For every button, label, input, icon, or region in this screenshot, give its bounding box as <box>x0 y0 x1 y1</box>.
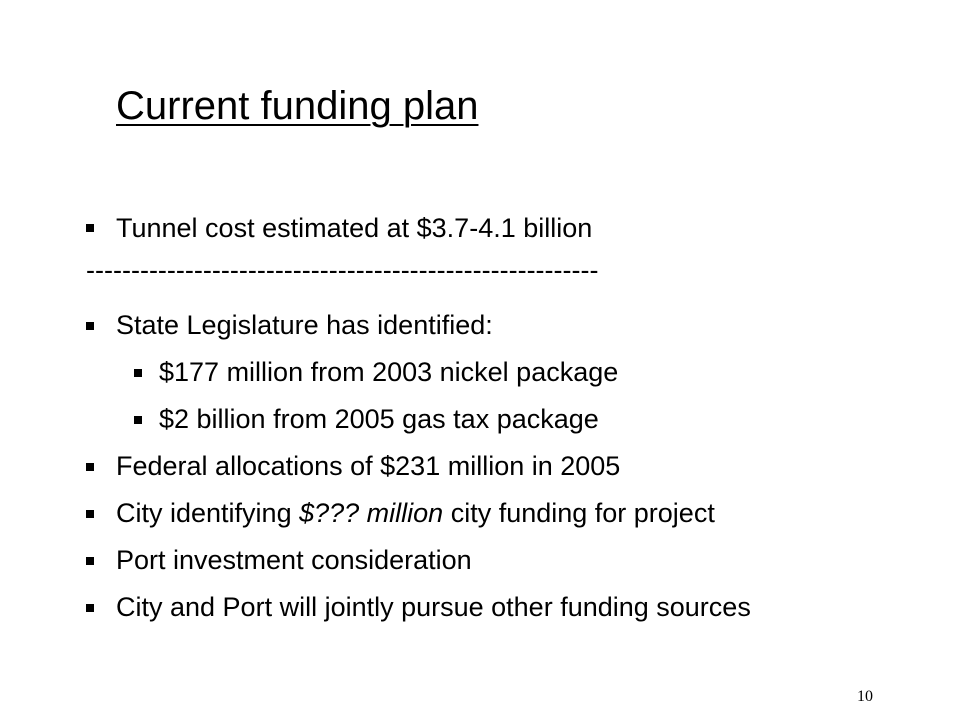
bullet-state-legislature: State Legislature has identified: <box>116 310 493 340</box>
bullet-icon <box>86 224 94 232</box>
city-identifying-prefix: City identifying <box>116 498 300 528</box>
bullet-city-identifying <box>116 497 715 529</box>
separator-line: --------------------------------------------------------- <box>86 255 599 285</box>
sub-bullet-gas-tax-package: $2 billion from 2005 gas tax package <box>159 404 599 434</box>
bullet-port-investment: Port investment consideration <box>116 545 472 575</box>
bullet-icon <box>134 369 142 377</box>
bullet-icon <box>86 510 94 518</box>
bullet-joint-funding: City and Port will jointly pursue other funding sources <box>116 592 751 622</box>
bullet-tunnel-cost: Tunnel cost estimated at $3.7-4.1 billion <box>116 213 593 243</box>
bullet-icon <box>86 557 94 565</box>
city-funding-amount: $??? million <box>299 498 444 528</box>
bullet-icon <box>134 416 142 424</box>
sub-bullet-nickel-package: $177 million from 2003 nickel package <box>159 357 619 387</box>
page-number: 10 <box>857 688 873 705</box>
bullet-icon <box>86 604 94 612</box>
bullet-icon <box>86 463 94 471</box>
city-identifying-suffix: city funding for project <box>443 498 715 528</box>
bullet-federal-allocations: Federal allocations of $231 million in 2005 <box>116 451 621 481</box>
slide-title: Current funding plan <box>116 84 479 128</box>
bullet-icon <box>86 322 94 330</box>
